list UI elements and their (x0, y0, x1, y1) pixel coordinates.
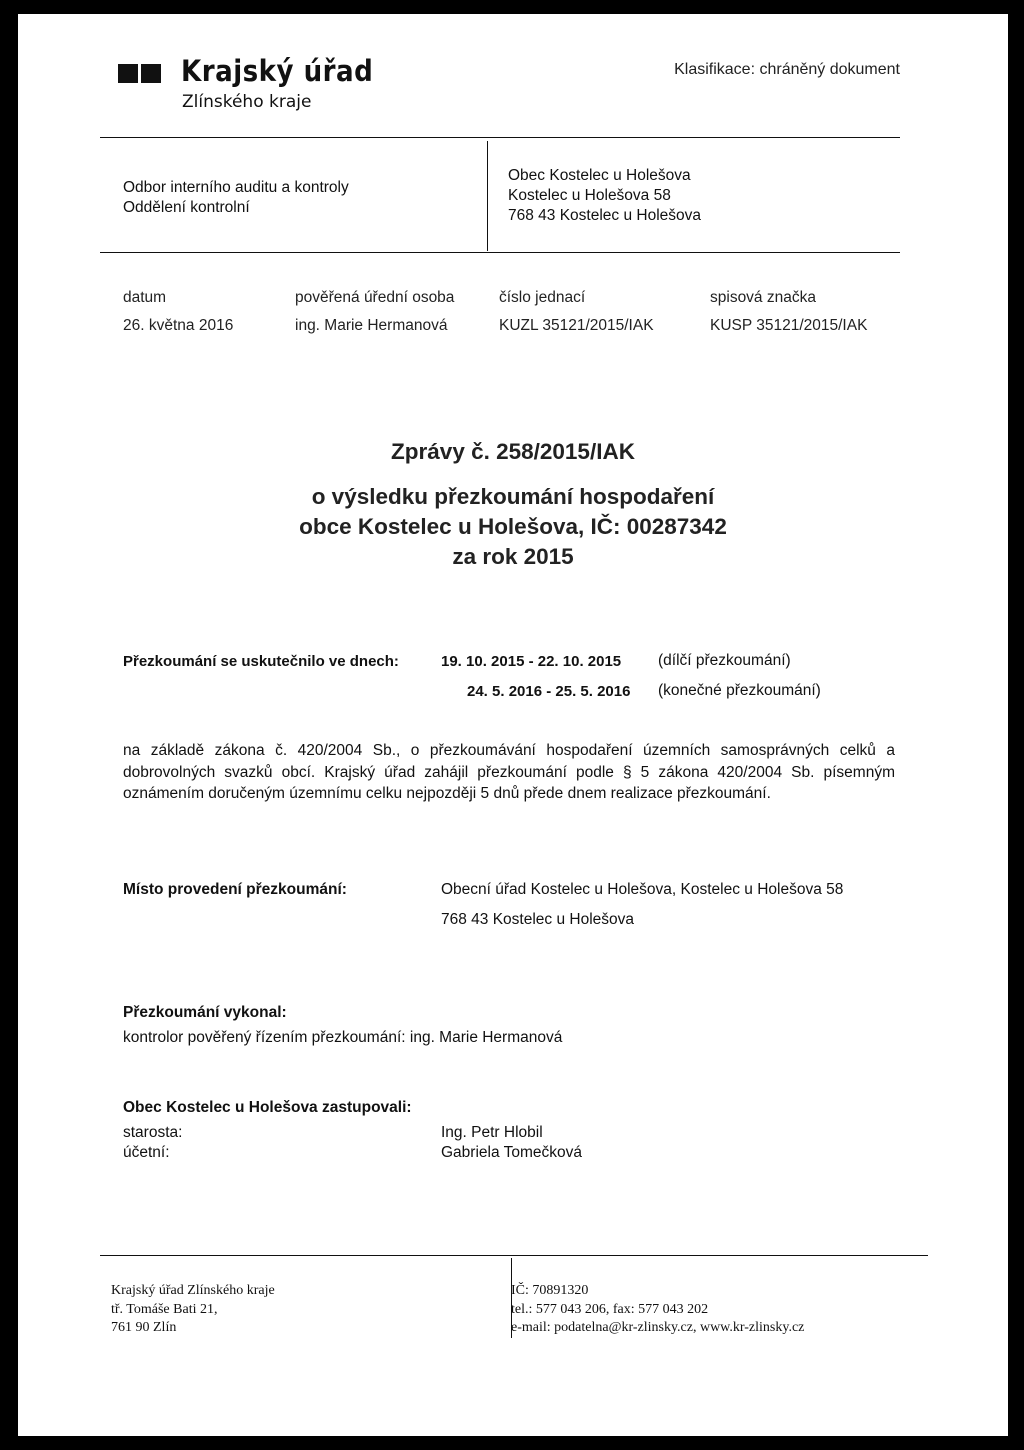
date-label: datum (123, 289, 167, 306)
file-mark-label: spisová značka (710, 289, 816, 306)
divider-vertical (487, 141, 488, 251)
performed-label: Přezkoumání vykonal: (123, 1004, 287, 1021)
review-range-final: 24. 5. 2016 - 25. 5. 2016 (467, 683, 631, 700)
review-dates-label: Přezkoumání se uskutečnilo ve dnech: (123, 653, 399, 670)
review-type-partial: (dílčí přezkoumání) (658, 652, 791, 669)
performed-text: kontrolor pověřený řízením přezkoumání: ing. Marie Hermanová (123, 1029, 563, 1046)
document-page (18, 14, 1008, 1436)
role-mayor: starosta: (123, 1124, 183, 1141)
report-entity: obce Kostelec u Holešova, IČ: 00287342 (299, 514, 727, 539)
divider-top (100, 137, 900, 138)
review-range-partial: 19. 10. 2015 - 22. 10. 2015 (441, 653, 622, 670)
name-mayor: Ing. Petr Hlobil (441, 1124, 543, 1141)
brand-region: Zlínského kraje (182, 92, 312, 112)
report-year: za rok 2015 (452, 544, 574, 569)
footer-org: Krajský úřad Zlínského kraje (111, 1283, 275, 1298)
legal-basis-paragraph: na základě zákona č. 420/2004 Sb., o přezkoumávání hospodaření územních samosprávných celků a dobrovolných svazků obcí. Krajský úřad zahájil přezkoumání podle § 5 zákona 420/2004 Sb. písemným oznámením doručeným územnímu celku nejpozději 5 dnů přede dnem realizace přezkoumání. (123, 742, 895, 802)
recipient-block (508, 166, 701, 226)
file-mark-value: KUSP 35121/2015/IAK (710, 317, 868, 334)
report-number: Zprávy č. 258/2015/IAK (391, 439, 635, 464)
footer-divider (100, 1255, 928, 1256)
footer-email-web: e-mail: podatelna@kr-zlinsky.cz, www.kr-zlinsky.cz (511, 1320, 805, 1335)
recipient-name: Obec Kostelec u Holešova (508, 167, 691, 184)
ref-number-value: KUZL 35121/2015/IAK (499, 317, 654, 334)
sender-block (123, 178, 349, 218)
sender-department: Odbor interního auditu a kontroly (123, 179, 349, 196)
recipient-street: Kostelec u Holešova 58 (508, 187, 671, 204)
place-label: Místo provedení přezkoumání: (123, 881, 347, 898)
report-subject: o výsledku přezkoumání hospodaření (311, 484, 715, 509)
recipient-city: 768 43 Kostelec u Holešova (508, 207, 702, 224)
footer-address (111, 1282, 275, 1338)
sender-section: Oddělení kontrolní (123, 199, 250, 216)
classification-label: Klasifikace: chráněný dokument (674, 61, 900, 78)
represented-label: Obec Kostelec u Holešova zastupovali: (123, 1099, 412, 1116)
divider-bottom (100, 252, 900, 253)
ref-number-label: číslo jednací (499, 289, 586, 306)
footer-phone: tel.: 577 043 206, fax: 577 043 202 (511, 1301, 709, 1317)
place-address-line2: 768 43 Kostelec u Holešova (441, 911, 635, 928)
officer-label: pověřená úřední osoba (295, 289, 455, 306)
footer-company-id: IČ: 70891320 (511, 1283, 589, 1298)
place-address-line1: Obecní úřad Kostelec u Holešova, Kostelec u Holešova 58 (441, 881, 844, 898)
officer-value: ing. Marie Hermanová (295, 317, 448, 334)
brand-name: Krajský úřad (181, 54, 374, 88)
review-type-final: (konečné přezkoumání) (658, 682, 821, 699)
name-accountant: Gabriela Tomečková (441, 1144, 583, 1161)
footer-contacts (511, 1282, 804, 1338)
role-accountant: účetní: (123, 1144, 170, 1161)
footer-street: tř. Tomáše Bati 21, (111, 1301, 218, 1317)
date-value: 26. května 2016 (123, 317, 234, 334)
footer-city: 761 90 Zlín (111, 1320, 177, 1335)
logo-squares-icon (118, 64, 164, 88)
